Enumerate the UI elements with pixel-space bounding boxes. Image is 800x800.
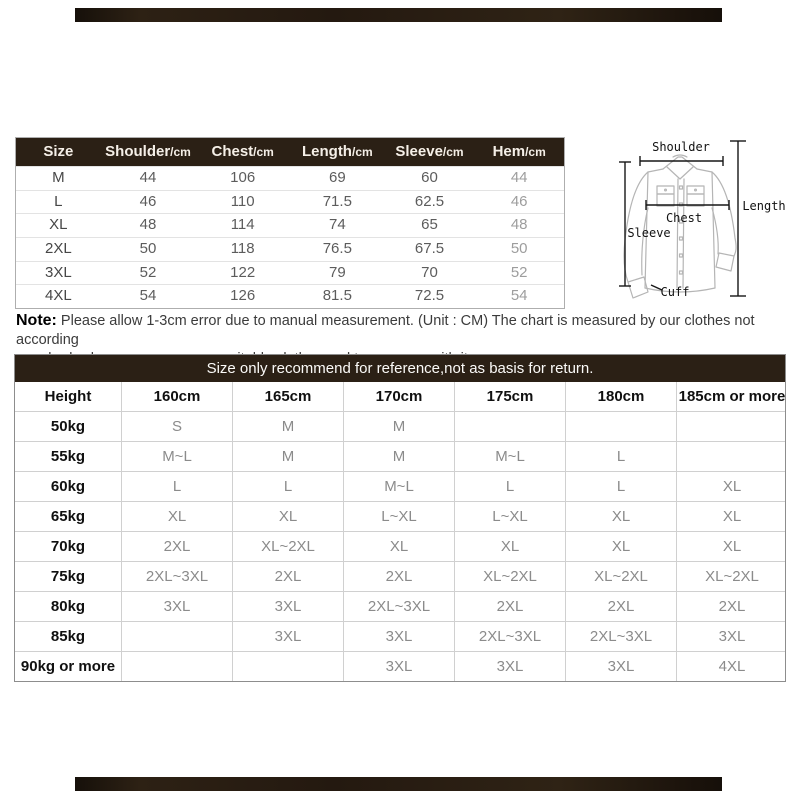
size-cell: 2XL (44, 240, 72, 258)
fit-cell: XL (676, 472, 787, 501)
table-row (15, 531, 785, 561)
length-label: Length (742, 199, 786, 213)
hem-cell: 46 (510, 192, 528, 210)
fit-cell: XL~2XL (454, 562, 565, 591)
table-row (16, 261, 564, 285)
col-length: Length/cm (301, 143, 373, 160)
table-row (16, 213, 564, 237)
length-cell: 76.5 (322, 240, 352, 258)
sleeve-cell: 70 (421, 263, 438, 281)
fit-cell: 3XL (565, 652, 676, 681)
hem-cell: 50 (510, 240, 528, 258)
hem-cell: 48 (510, 216, 528, 234)
recommendation-header-row (15, 382, 785, 411)
table-row (15, 651, 785, 681)
table-row (15, 411, 785, 441)
table-row (16, 237, 564, 261)
fit-cell (676, 442, 787, 471)
sleeve-cell: 65 (421, 216, 438, 234)
fit-cell: M (232, 412, 343, 441)
fit-cell: 2XL (454, 592, 565, 621)
fit-cell: M (343, 412, 454, 441)
weight-cell: 80kg (50, 598, 86, 615)
length-cell: 69 (328, 169, 346, 186)
chest-cell: 118 (230, 240, 255, 258)
fit-cell: M (343, 442, 454, 471)
fit-cell: 2XL (232, 562, 343, 591)
chest-label: Chest (665, 211, 703, 225)
fit-cell: XL (565, 502, 676, 531)
col-chest: Chest/cm (211, 143, 274, 160)
header-160cm: 160cm (121, 382, 232, 411)
fit-cell: XL (565, 532, 676, 561)
table-row (15, 621, 785, 651)
shoulder-cell: 44 (139, 169, 157, 186)
bottom-border-strip (75, 777, 722, 791)
fit-cell: L (232, 472, 343, 501)
fit-cell: 2XL (676, 592, 787, 621)
fit-cell (232, 652, 343, 681)
shirt-diagram (600, 128, 795, 310)
fit-cell: 3XL (676, 622, 787, 651)
sleeve-cell: 60 (421, 169, 438, 186)
header-180cm: 180cm (565, 382, 676, 411)
size-cell: M (52, 169, 65, 186)
chest-cell: 110 (230, 192, 255, 210)
fit-cell: 3XL (232, 622, 343, 651)
measurement-table (15, 137, 565, 309)
weight-cell: 50kg (50, 418, 86, 435)
fit-cell: XL (343, 532, 454, 561)
fit-cell: 2XL (565, 592, 676, 621)
fit-cell: M~L (454, 442, 565, 471)
weight-cell: 55kg (50, 448, 86, 465)
fit-cell: 4XL (676, 652, 787, 681)
weight-cell: 70kg (50, 538, 86, 555)
fit-cell: 3XL (454, 652, 565, 681)
fit-cell: M~L (121, 442, 232, 471)
fit-cell (121, 622, 232, 651)
length-cell: 74 (328, 216, 346, 234)
weight-cell: 90kg or more (20, 658, 116, 675)
length-cell: 79 (328, 263, 346, 281)
cuff-label: Cuff (660, 285, 690, 299)
chest-cell: 114 (230, 216, 255, 234)
fit-cell: 3XL (121, 592, 232, 621)
shoulder-cell: 52 (139, 263, 157, 281)
hem-cell: 52 (510, 263, 528, 281)
fit-cell: L (565, 442, 676, 471)
table-row (15, 561, 785, 591)
fit-cell (121, 652, 232, 681)
fit-cell: XL (454, 532, 565, 561)
fit-cell: 2XL~3XL (343, 592, 454, 621)
fit-cell: 3XL (343, 622, 454, 651)
header-170cm: 170cm (343, 382, 454, 411)
fit-cell: 2XL~3XL (121, 562, 232, 591)
fit-cell: XL (232, 502, 343, 531)
weight-cell: 85kg (50, 628, 86, 645)
fit-cell: M~L (343, 472, 454, 501)
measurement-table-header (16, 138, 564, 166)
shoulder-label: Shoulder (652, 140, 710, 154)
hem-cell: 54 (510, 287, 528, 305)
header-185cm-or-more: 185cm or more (676, 382, 787, 411)
fit-cell: M (232, 442, 343, 471)
size-cell: 4XL (44, 287, 72, 305)
weight-cell: 60kg (50, 478, 86, 495)
top-border-strip (75, 8, 722, 22)
fit-cell (676, 412, 787, 441)
header-165cm: 165cm (232, 382, 343, 411)
fit-cell (454, 412, 565, 441)
fit-cell: L~XL (454, 502, 565, 531)
fit-cell: L (565, 472, 676, 501)
length-cell: 71.5 (322, 192, 352, 210)
col-shoulder: Shoulder/cm (105, 143, 191, 160)
shoulder-cell: 48 (139, 216, 157, 234)
weight-cell: 75kg (50, 568, 86, 585)
note-line-1: Note: Please allow 1-3cm error due to manual measurement. (Unit : CM) The chart is measured by our clothes not according (16, 312, 755, 348)
table-row (15, 501, 785, 531)
size-cell: 3XL (44, 263, 72, 281)
fit-cell: 2XL (121, 532, 232, 561)
fit-cell: L (121, 472, 232, 501)
table-row (15, 441, 785, 471)
fit-cell: 2XL~3XL (565, 622, 676, 651)
recommendation-table (14, 354, 786, 682)
weight-cell: 65kg (50, 508, 86, 525)
fit-cell: XL~2XL (232, 532, 343, 561)
fit-cell: XL (121, 502, 232, 531)
table-row (16, 166, 564, 190)
chest-cell: 106 (230, 169, 256, 186)
chest-cell: 126 (230, 287, 256, 305)
fit-cell: XL~2XL (565, 562, 676, 591)
length-cell: 81.5 (322, 287, 352, 305)
fit-cell (565, 412, 676, 441)
fit-cell: XL (676, 502, 787, 531)
header-height: Height (44, 388, 92, 405)
fit-cell: L (454, 472, 565, 501)
recommendation-banner: Size only recommend for reference,not as basis for return. (15, 355, 785, 382)
fit-cell: XL (676, 532, 787, 561)
table-row (16, 284, 564, 308)
col-sleeve: Sleeve/cm (395, 143, 464, 160)
table-row (16, 190, 564, 214)
sleeve-cell: 67.5 (414, 240, 445, 258)
fit-cell: L~XL (343, 502, 454, 531)
shoulder-cell: 46 (139, 192, 157, 210)
shoulder-cell: 50 (139, 240, 157, 258)
hem-cell: 44 (510, 169, 528, 186)
fit-cell: 3XL (343, 652, 454, 681)
size-cell: L (54, 192, 63, 210)
fit-cell: 2XL (343, 562, 454, 591)
fit-cell: 3XL (232, 592, 343, 621)
col-hem: Hem/cm (492, 143, 546, 160)
col-size: Size (43, 143, 74, 160)
sleeve-cell: 62.5 (414, 192, 445, 210)
shoulder-cell: 54 (139, 287, 157, 305)
sleeve-label: Sleeve (627, 226, 671, 240)
fit-cell: S (121, 412, 232, 441)
header-175cm: 175cm (454, 382, 565, 411)
fit-cell: 2XL~3XL (454, 622, 565, 651)
sleeve-cell: 72.5 (414, 287, 445, 305)
chest-cell: 122 (230, 263, 256, 281)
table-row (15, 471, 785, 501)
shirt-diagram-icon (600, 128, 795, 310)
fit-cell: XL~2XL (676, 562, 787, 591)
note-label: Note: (16, 312, 57, 329)
size-cell: XL (49, 216, 68, 234)
table-row (15, 591, 785, 621)
